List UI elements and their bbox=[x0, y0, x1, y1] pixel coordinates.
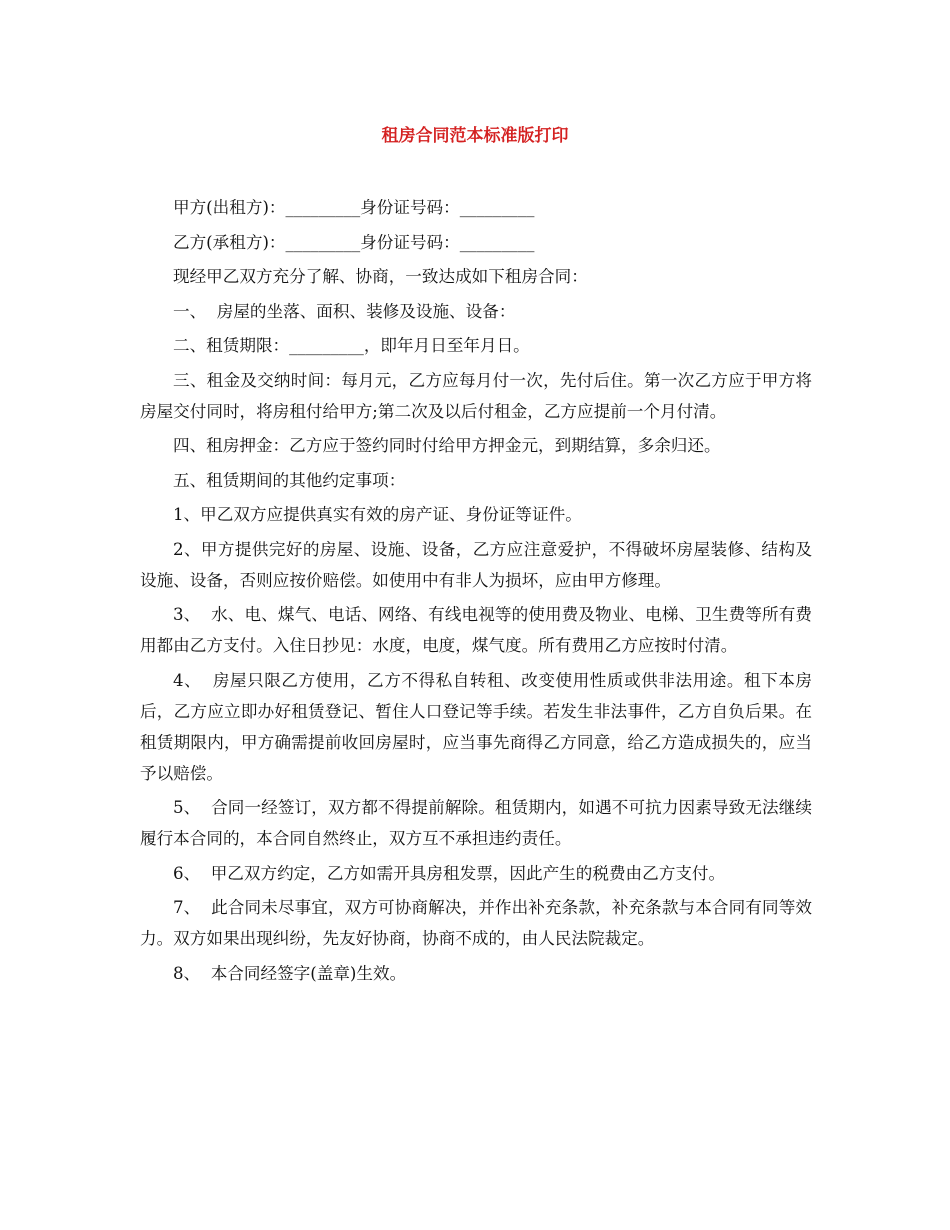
preamble-paragraph: 现经甲乙双方充分了解、协商，一致达成如下租房合同： bbox=[173, 267, 588, 286]
party-b-line: 乙方(承租方)：_________身份证号码：_________ bbox=[173, 232, 535, 252]
document-body bbox=[140, 192, 812, 992]
party-a-line: 甲方(出租方)：_________身份证号码：_________ bbox=[173, 198, 535, 217]
item-7-disputes: 7、 此合同未尽事宜，双方可协商解决，并作出补充条款，补充条款与本合同有同等效力。双方如果出现纠纷，先友好协商，协商不成的，由人民法院裁定。 bbox=[140, 898, 812, 948]
item-2-facilities: 2、甲方提供完好的房屋、设施、设备，乙方应注意爱护，不得破坏房屋装修、结构及设施、设备，否则应按价赔偿。如使用中有非人为损坏，应由甲方修理。 bbox=[140, 539, 812, 590]
item-6-invoice: 6、 甲乙双方约定，乙方如需开具房租发票，因此产生的税费由乙方支付。 bbox=[173, 863, 726, 883]
item-1-documents: 1、甲乙双方应提供真实有效的房产证、身份证等证件。 bbox=[173, 505, 582, 524]
clause-4-deposit: 四、租房押金：乙方应于签约同时付给甲方押金元，到期结算，多余归还。 bbox=[173, 436, 721, 455]
clause-5-heading: 五、租赁期间的其他约定事项： bbox=[173, 470, 406, 490]
item-5-termination: 5、 合同一经签订，双方都不得提前解除。租赁期内，如遇不可抗力因素导致无法继续履行本合同的，本合同自然终止，双方互不承担违约责任。 bbox=[140, 798, 812, 848]
clause-3-rent-payment: 三、租金及交纳时间：每月元，乙方应每月付一次，先付后住。第一次乙方应于甲方将房屋交付同时，将房租付给甲方;第二次及以后付租金，乙方应提前一个月付清。 bbox=[140, 370, 812, 421]
clause-2-lease-term: 二、租赁期限：_________，即年月日至年月日。 bbox=[173, 336, 530, 355]
item-3-utilities: 3、 水、电、煤气、电话、网络、有线电视等的使用费及物业、电梯、卫生费等所有费用都由乙方支付。入住日抄见：水度，电度，煤气度。所有费用乙方应按时付清。 bbox=[140, 605, 812, 655]
item-8-effective: 8、 本合同经签字(盖章)生效。 bbox=[173, 963, 407, 983]
clause-1-heading: 一、 房屋的坐落、面积、装修及设施、设备： bbox=[173, 301, 516, 321]
document-title: 租房合同范本标准版打印 bbox=[381, 126, 569, 146]
item-4-usage: 4、 房屋只限乙方使用，乙方不得私自转租、改变使用性质或供非法用途。租下本房后，乙方应立即办好租赁登记、暂住人口登记等手续。若发生非法事件，乙方自负后果。在租赁期限内，甲方确需提前收回房屋时，应当事先商得乙方同意，给乙方造成损失的，应当予以赔偿。 bbox=[140, 670, 812, 783]
